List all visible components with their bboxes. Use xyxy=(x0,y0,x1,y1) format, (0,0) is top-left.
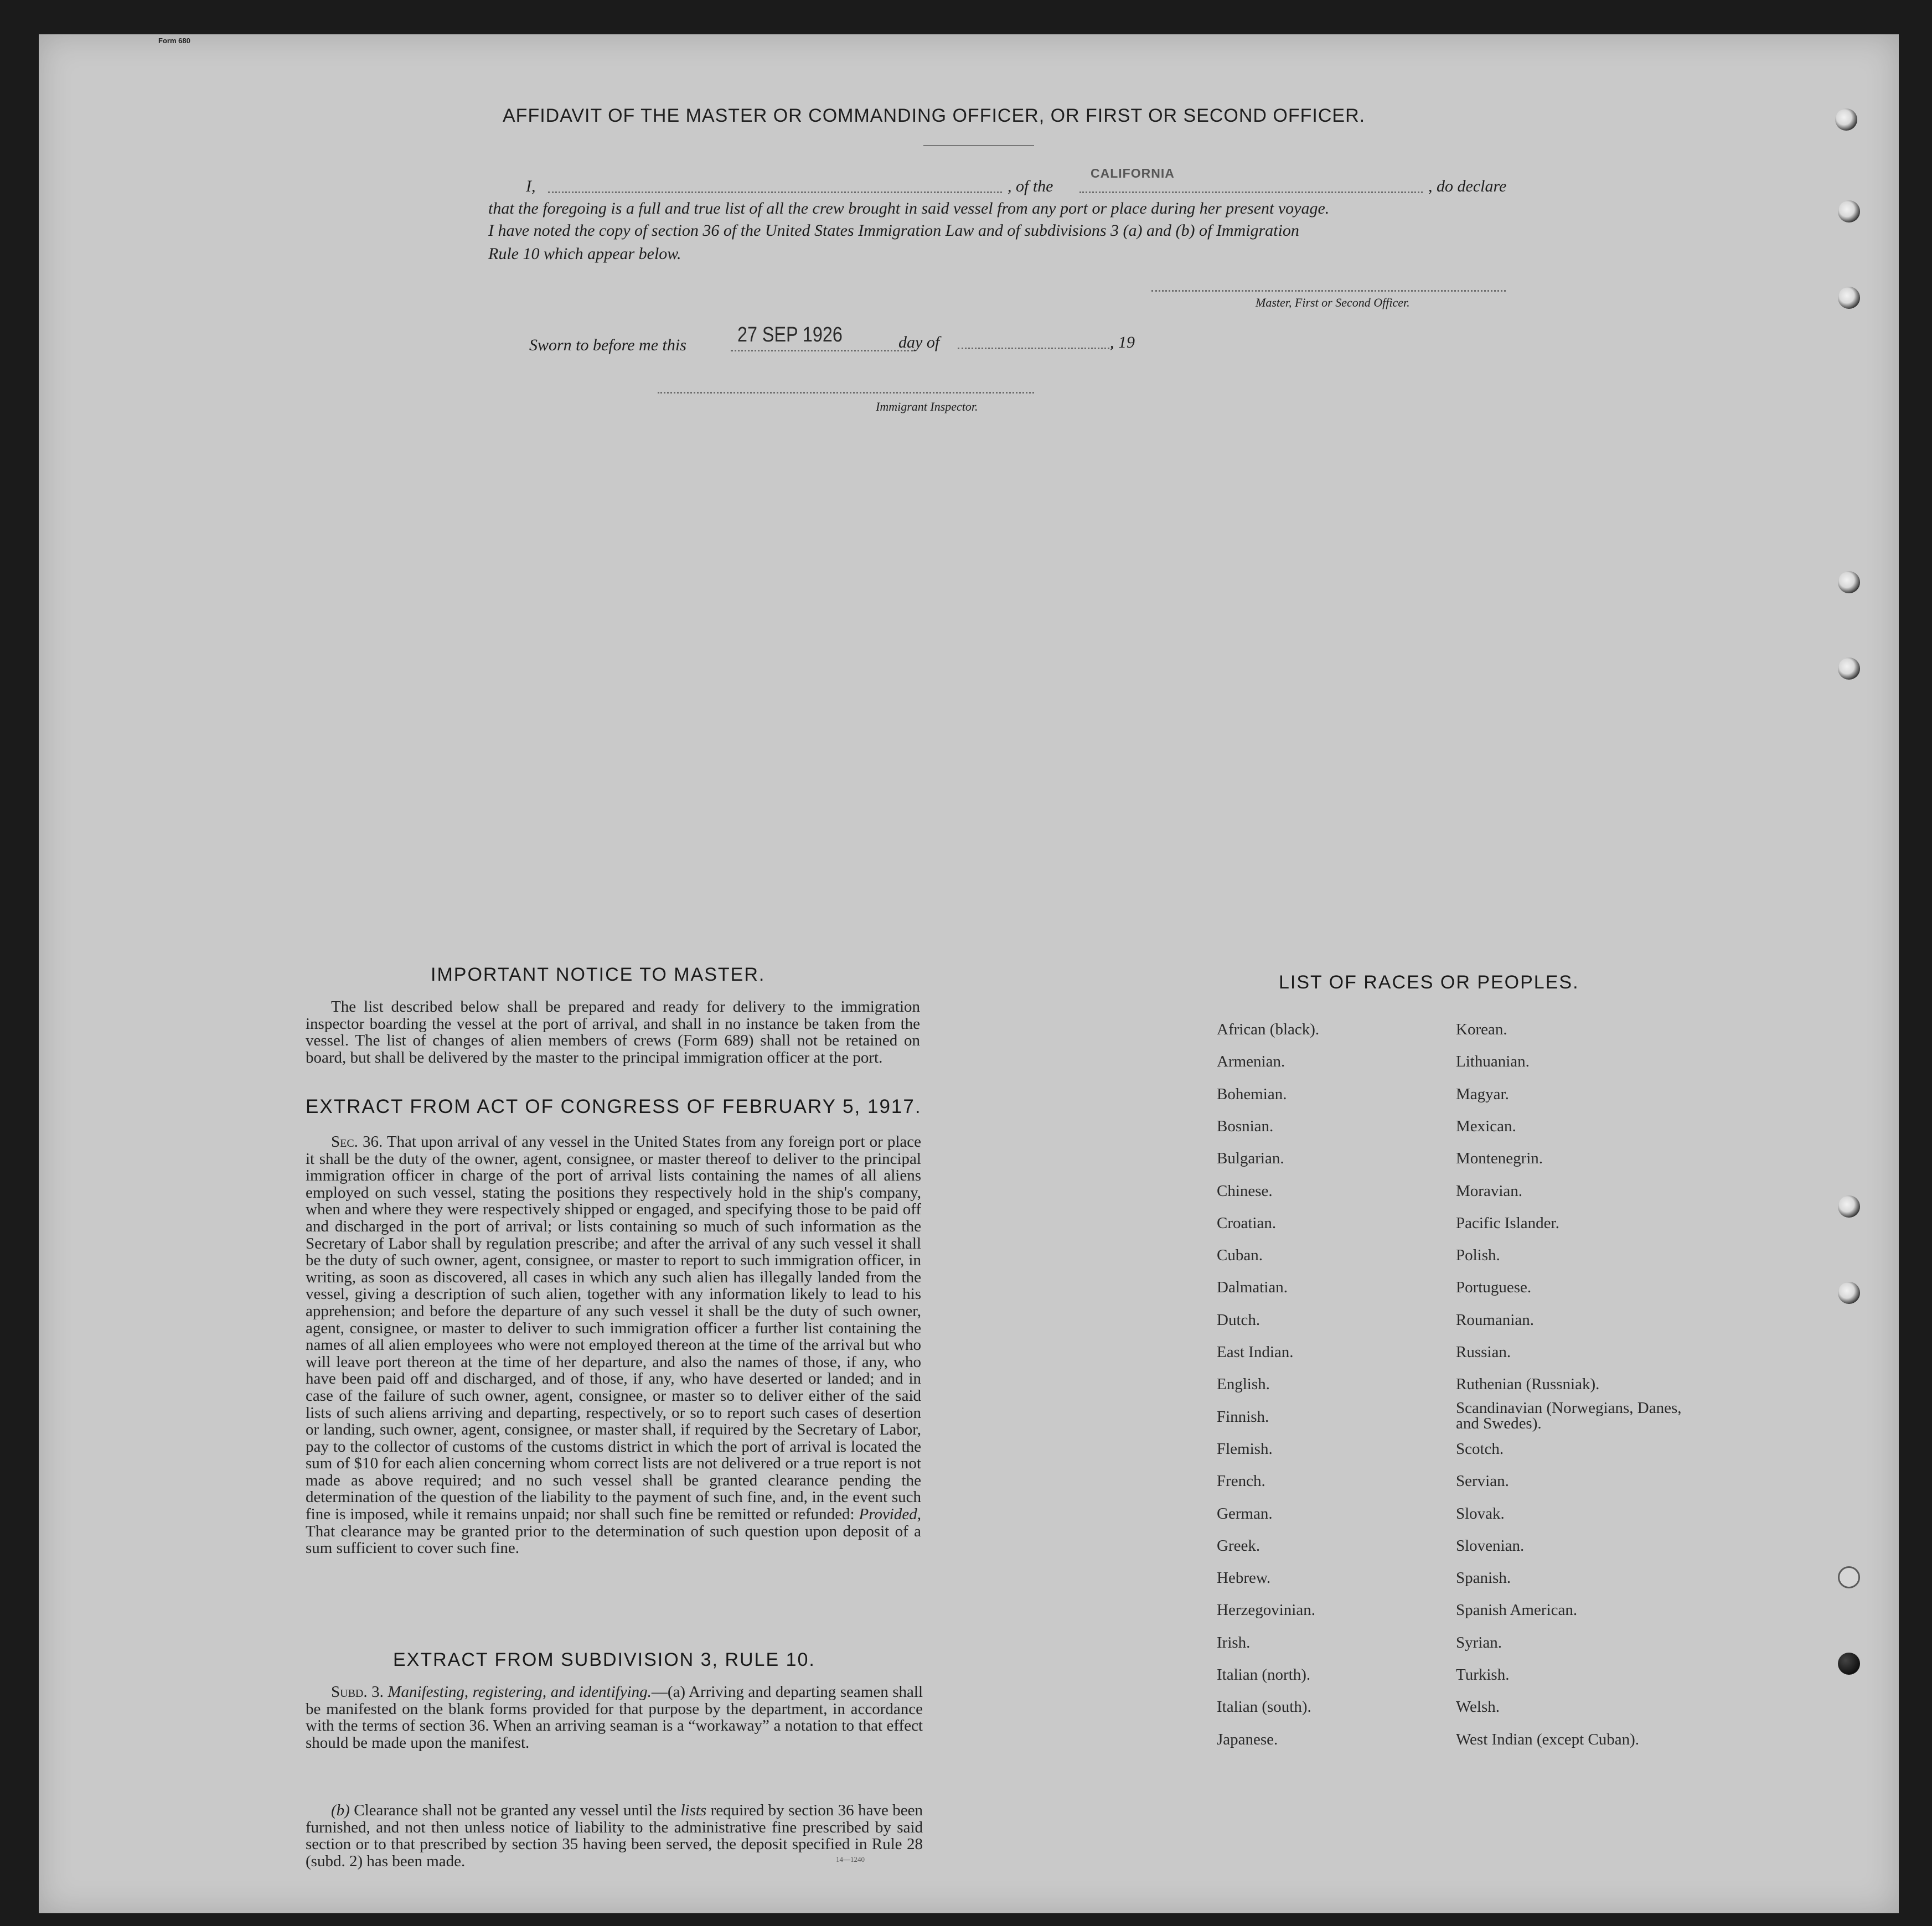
race-item: African (black). xyxy=(1217,1021,1320,1038)
race-item: Portuguese. xyxy=(1456,1278,1532,1297)
race-item: Polish. xyxy=(1456,1246,1500,1265)
race-item: Cuban. xyxy=(1217,1246,1263,1265)
para-b-pre: Clearance shall not be granted any vessel until the xyxy=(354,1801,677,1819)
subd-label: Subd. 3. xyxy=(331,1683,384,1701)
officer-signature-line xyxy=(1151,290,1506,292)
officer-signature-label: Master, First or Second Officer. xyxy=(1256,296,1410,309)
date-stamp: 27 SEP 1926 xyxy=(737,323,843,346)
race-item: Spanish American. xyxy=(1456,1601,1578,1619)
affidavit-title: AFFIDAVIT OF THE MASTER OR COMMANDING OFFICER, OR FIRST OR SECOND OFFICER. xyxy=(503,105,1366,126)
punch-hole xyxy=(1838,287,1860,309)
race-item: Russian. xyxy=(1456,1343,1511,1361)
notice-text: The list described below shall be prepared and ready for delivery to the immigration inspector boarding the vessel at the port of arrival, and shall in no instance be taken from the vessel. The list of changes of alien members of crews (Form 689) shall not be retained on board, but shall be delivered by the master to the principal immigration officer at the port. xyxy=(306,998,920,1066)
race-item: Scotch. xyxy=(1456,1440,1504,1458)
race-item: Flemish. xyxy=(1217,1440,1273,1458)
race-item: Servian. xyxy=(1456,1472,1509,1490)
notice-title: IMPORTANT NOTICE TO MASTER. xyxy=(431,964,766,985)
date-blank xyxy=(731,350,913,351)
affidavit-line-2: that the foregoing is a full and true list of all the crew brought in said vessel from any port or place during her present voyage. xyxy=(488,199,1330,218)
year-label: , 19 xyxy=(1110,333,1135,351)
punch-hole xyxy=(1838,1566,1860,1588)
inspector-signature-line xyxy=(658,392,1034,394)
race-item: East Indian. xyxy=(1217,1343,1294,1361)
affidavit-line-3: I have noted the copy of section 36 of the United States Immigration Law and of subdivisions 3 (a) and (b) of Immigration xyxy=(488,221,1299,240)
name-blank xyxy=(548,191,1002,193)
act-extract-text xyxy=(306,1133,921,1557)
races-title: LIST OF RACES OR PEOPLES. xyxy=(1279,972,1579,993)
race-item: Bosnian. xyxy=(1217,1117,1274,1135)
race-item: English. xyxy=(1217,1375,1270,1394)
race-item: Pacific Islander. xyxy=(1456,1214,1559,1232)
provided-word: Provided, xyxy=(859,1505,921,1524)
race-item: Montenegrin. xyxy=(1456,1150,1543,1168)
race-item: Dutch. xyxy=(1217,1311,1261,1329)
month-blank xyxy=(958,348,1113,349)
race-item: Lithuanian. xyxy=(1456,1053,1530,1071)
punch-hole xyxy=(1838,1195,1860,1218)
para-a-text: —(a) Arriving and departing seamen shall be manifested on the blank forms provided for that purpose by the department, in accordance with the terms of section 36. When an arriving seaman is a “workaway” a notation to that effect should be made upon the manifest. xyxy=(306,1683,923,1752)
race-item: Welsh. xyxy=(1456,1698,1500,1716)
race-item: Japanese. xyxy=(1217,1730,1278,1748)
of-the-label: , of the xyxy=(1008,177,1053,195)
punch-hole xyxy=(1835,108,1857,131)
race-item: Italian (north). xyxy=(1217,1666,1311,1684)
race-item: Hebrew. xyxy=(1217,1569,1271,1587)
race-item: Bohemian. xyxy=(1217,1085,1287,1103)
para-b-post: required by section 36 have been furnished, and not then unless notice of liability to the administrative fine prescribed by said section or to that prescribed by section 35 having been served, the deposit specified in Rule 28 (subd. 2) has been made. xyxy=(306,1801,923,1870)
race-item: Herzegovinian. xyxy=(1217,1601,1315,1619)
race-item: Korean. xyxy=(1456,1021,1507,1038)
rule-para-a xyxy=(306,1684,923,1751)
section-label: Sec. 36. xyxy=(331,1133,383,1151)
day-of-label: day of xyxy=(898,333,940,351)
race-item: Turkish. xyxy=(1456,1666,1510,1684)
race-item: Croatian. xyxy=(1217,1214,1277,1232)
punch-hole xyxy=(1838,1282,1860,1304)
race-item: Dalmatian. xyxy=(1217,1278,1288,1297)
print-code: 14—1240 xyxy=(836,1855,865,1863)
race-item: West Indian (except Cuban). xyxy=(1456,1730,1640,1748)
race-item: Finnish. xyxy=(1217,1407,1269,1426)
race-item: French. xyxy=(1217,1472,1265,1490)
sworn-label: Sworn to before me this xyxy=(529,336,686,354)
rule-para-b xyxy=(306,1802,923,1870)
race-item: Slovak. xyxy=(1456,1504,1505,1523)
form-number: Form 680 xyxy=(158,37,190,45)
race-item: Slovenian. xyxy=(1456,1536,1525,1555)
race-item: Ruthenian (Russniak). xyxy=(1456,1375,1600,1394)
punch-hole xyxy=(1838,1653,1860,1675)
act-extract-title: EXTRACT FROM ACT OF CONGRESS OF FEBRUARY 5, 1917. xyxy=(306,1096,922,1117)
subd-heading: Manifesting, registering, and identifying. xyxy=(388,1683,652,1701)
para-b-lists: lists xyxy=(680,1801,707,1819)
punch-hole xyxy=(1838,200,1860,222)
race-item: Magyar. xyxy=(1456,1085,1509,1103)
punch-hole xyxy=(1838,571,1860,593)
document-page xyxy=(39,34,1899,1913)
race-item: Scandinavian (Norwegians, Danes, and Swedes). xyxy=(1456,1399,1682,1432)
race-item: Armenian. xyxy=(1217,1053,1285,1071)
race-item: Syrian. xyxy=(1456,1633,1502,1651)
race-item: Mexican. xyxy=(1456,1117,1516,1135)
race-item: Moravian. xyxy=(1456,1182,1522,1200)
rule-extract-title: EXTRACT FROM SUBDIVISION 3, RULE 10. xyxy=(393,1649,815,1670)
act-extract-body: That upon arrival of any vessel in the United States from any foreign port or place it shall be the duty of the owner, agent, consignee, or master thereof to deliver to the principal immigration officer in charge of the port of arrival lists containing the names of all aliens employed on such vessel, stating the positions they respectively hold in the ship's company, when and where they were respectively shipped or engaged, and specifying those to be paid off and discharged in the port of arrival; or lists containing so much of such information as the Secretary of Labor shall by regulation prescribe; and after the arrival of any such vessel it shall be the duty of such owner, agent, consignee, or master to report to such immigration officer, in writing, as soon as discovered, all cases in which any such alien has illegally landed from the vessel, giving a description of such alien, together with any information likely to lead to his apprehension; and before the departure of any such vessel it shall be the duty of such owner, agent, consignee, or master to deliver to such immigration officer a further list containing the names of all alien employees who were not employed thereon at the time of the arrival but who will leave port thereon at the time of her departure, and also the names of those, if any, who have been paid off and discharged, and of those, if any, who have deserted or landed; and in case of the failure of such owner, agent, consignee, or master so to deliver either of the said lists of such aliens arriving and departing, respectively, or so to report such cases of desertion or landing, such owner, agent, consignee, or master shall, if required by the Secretary of Labor, pay to the collector of customs of the customs district in which the port of arrival is located the sum of $10 for each alien concerning whom correct lists are not delivered or a true report is not made as above required; and no such vessel shall be granted clearance pending the determination of the question of the liability to the payment of such fine, and, in the event such fine is imposed, while it remains unpaid; nor shall such fine be remitted or refunded: xyxy=(306,1133,922,1524)
vessel-name-stamp: CALIFORNIA xyxy=(1091,166,1175,180)
vessel-blank xyxy=(1079,191,1423,193)
act-extract-end: That clearance may be granted prior to the determination of such question upon deposit of a sum sufficient to cover such fine. xyxy=(306,1522,921,1557)
affidavit-line-4: Rule 10 which appear below. xyxy=(488,245,681,263)
race-item: Chinese. xyxy=(1217,1182,1273,1200)
race-item: Roumanian. xyxy=(1456,1311,1534,1329)
title-rule xyxy=(923,145,1034,146)
race-item: Bulgarian. xyxy=(1217,1150,1284,1168)
race-item: Irish. xyxy=(1217,1633,1251,1651)
race-item: Greek. xyxy=(1217,1536,1261,1555)
i-label: I, xyxy=(526,177,536,195)
race-item: Italian (south). xyxy=(1217,1698,1311,1716)
para-b-label: (b) xyxy=(331,1801,350,1819)
race-item: Spanish. xyxy=(1456,1569,1511,1587)
do-declare-label: , do declare xyxy=(1428,177,1507,195)
punch-hole xyxy=(1838,657,1860,680)
inspector-label: Immigrant Inspector. xyxy=(876,400,978,413)
race-item: German. xyxy=(1217,1504,1273,1523)
